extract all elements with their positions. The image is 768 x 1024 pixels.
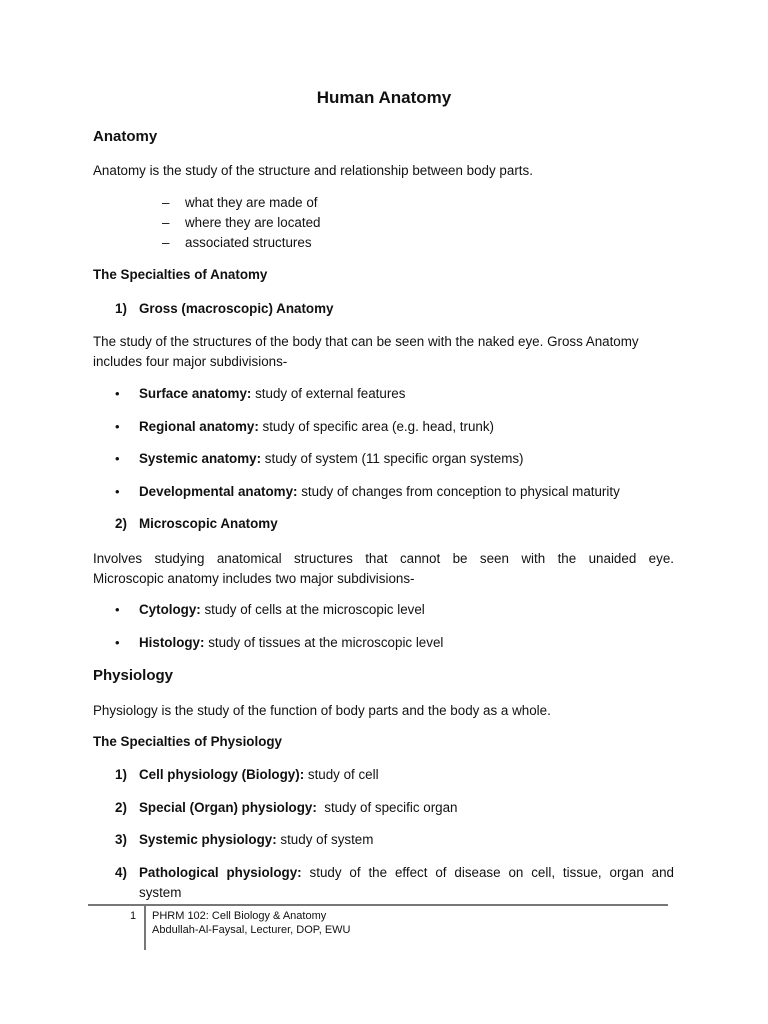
- item-text: study of tissues at the microscopic level: [204, 635, 444, 650]
- dash-marker: –: [162, 235, 170, 250]
- dash-item: associated structures: [185, 235, 312, 250]
- footer-divider: [88, 904, 668, 906]
- list-item: [139, 386, 405, 401]
- dash-marker: –: [162, 195, 170, 210]
- list-item: [139, 767, 379, 782]
- item-text: study of specific area (e.g. head, trunk): [258, 419, 494, 434]
- bullet-marker: •: [115, 602, 120, 617]
- item-text: study of system: [276, 832, 374, 847]
- footer-vertical-divider: [144, 906, 146, 950]
- list-item: [139, 800, 458, 815]
- item-term: Regional anatomy:: [139, 419, 259, 434]
- list-item: [139, 635, 443, 650]
- page-title: Human Anatomy: [316, 88, 452, 107]
- list-number: 2): [115, 516, 127, 531]
- page-number: 1: [130, 910, 137, 922]
- physiology-heading: Physiology: [93, 667, 174, 684]
- microscopic-anatomy-title: Microscopic Anatomy: [139, 516, 278, 531]
- list-item: [139, 602, 425, 617]
- list-number: 1): [115, 767, 127, 782]
- list-item: [139, 865, 674, 880]
- item-text: study of external features: [251, 386, 406, 401]
- footer-course: PHRM 102: Cell Biology & Anatomy: [152, 910, 327, 922]
- item-term: Systemic physiology:: [139, 832, 277, 847]
- item-text: study of specific organ: [316, 800, 458, 815]
- bullet-marker: •: [115, 419, 120, 434]
- physiology-intro: Physiology is the study of the function of body parts and the body as a whole.: [93, 703, 551, 718]
- list-number: 1): [115, 301, 127, 316]
- anatomy-heading: Anatomy: [93, 128, 158, 145]
- item-text: study of cells at the microscopic level: [200, 602, 425, 617]
- micro-desc-line2: Microscopic anatomy includes two major subdivisions-: [93, 571, 415, 586]
- micro-desc-line1: Involves studying anatomical structures that cannot be seen with the unaided eye.: [93, 551, 674, 566]
- list-item: [139, 419, 494, 434]
- list-number: 2): [115, 800, 127, 815]
- list-item: [139, 832, 373, 847]
- item-text: study of the effect of disease on cell, tissue, organ and: [301, 865, 674, 880]
- gross-anatomy-title: Gross (macroscopic) Anatomy: [139, 301, 334, 316]
- footer-author: Abdullah-Al-Faysal, Lecturer, DOP, EWU: [152, 924, 351, 936]
- anatomy-specialties-heading: The Specialties of Anatomy: [93, 267, 268, 282]
- item-text: study of system (11 specific organ systems): [261, 451, 524, 466]
- item-term: Systemic anatomy:: [139, 451, 262, 466]
- item-text: study of changes from conception to physical maturity: [297, 484, 620, 499]
- physiology-specialties-heading: The Specialties of Physiology: [93, 734, 283, 749]
- dash-marker: –: [162, 215, 170, 230]
- item-term: Special (Organ) physiology:: [139, 800, 317, 815]
- dash-item: what they are made of: [185, 195, 318, 210]
- bullet-marker: •: [115, 635, 120, 650]
- bullet-marker: •: [115, 484, 120, 499]
- bullet-marker: •: [115, 451, 120, 466]
- list-item: [139, 451, 524, 466]
- list-item-continuation: system: [139, 885, 182, 900]
- anatomy-intro: Anatomy is the study of the structure and relationship between body parts.: [93, 163, 533, 178]
- item-term: Pathological physiology:: [139, 865, 302, 880]
- item-term: Cytology:: [139, 602, 201, 617]
- item-term: Cell physiology (Biology):: [139, 767, 305, 782]
- list-number: 3): [115, 832, 127, 847]
- item-term: Developmental anatomy:: [139, 484, 298, 499]
- dash-item: where they are located: [185, 215, 321, 230]
- gross-desc-line1: The study of the structures of the body that can be seen with the naked eye. Gross Anatomy: [93, 334, 639, 349]
- gross-desc-line2: includes four major subdivisions-: [93, 354, 288, 369]
- list-number: 4): [115, 865, 127, 880]
- list-item: [139, 484, 620, 499]
- item-text: study of cell: [304, 767, 379, 782]
- bullet-marker: •: [115, 386, 120, 401]
- item-term: Histology:: [139, 635, 205, 650]
- item-term: Surface anatomy:: [139, 386, 252, 401]
